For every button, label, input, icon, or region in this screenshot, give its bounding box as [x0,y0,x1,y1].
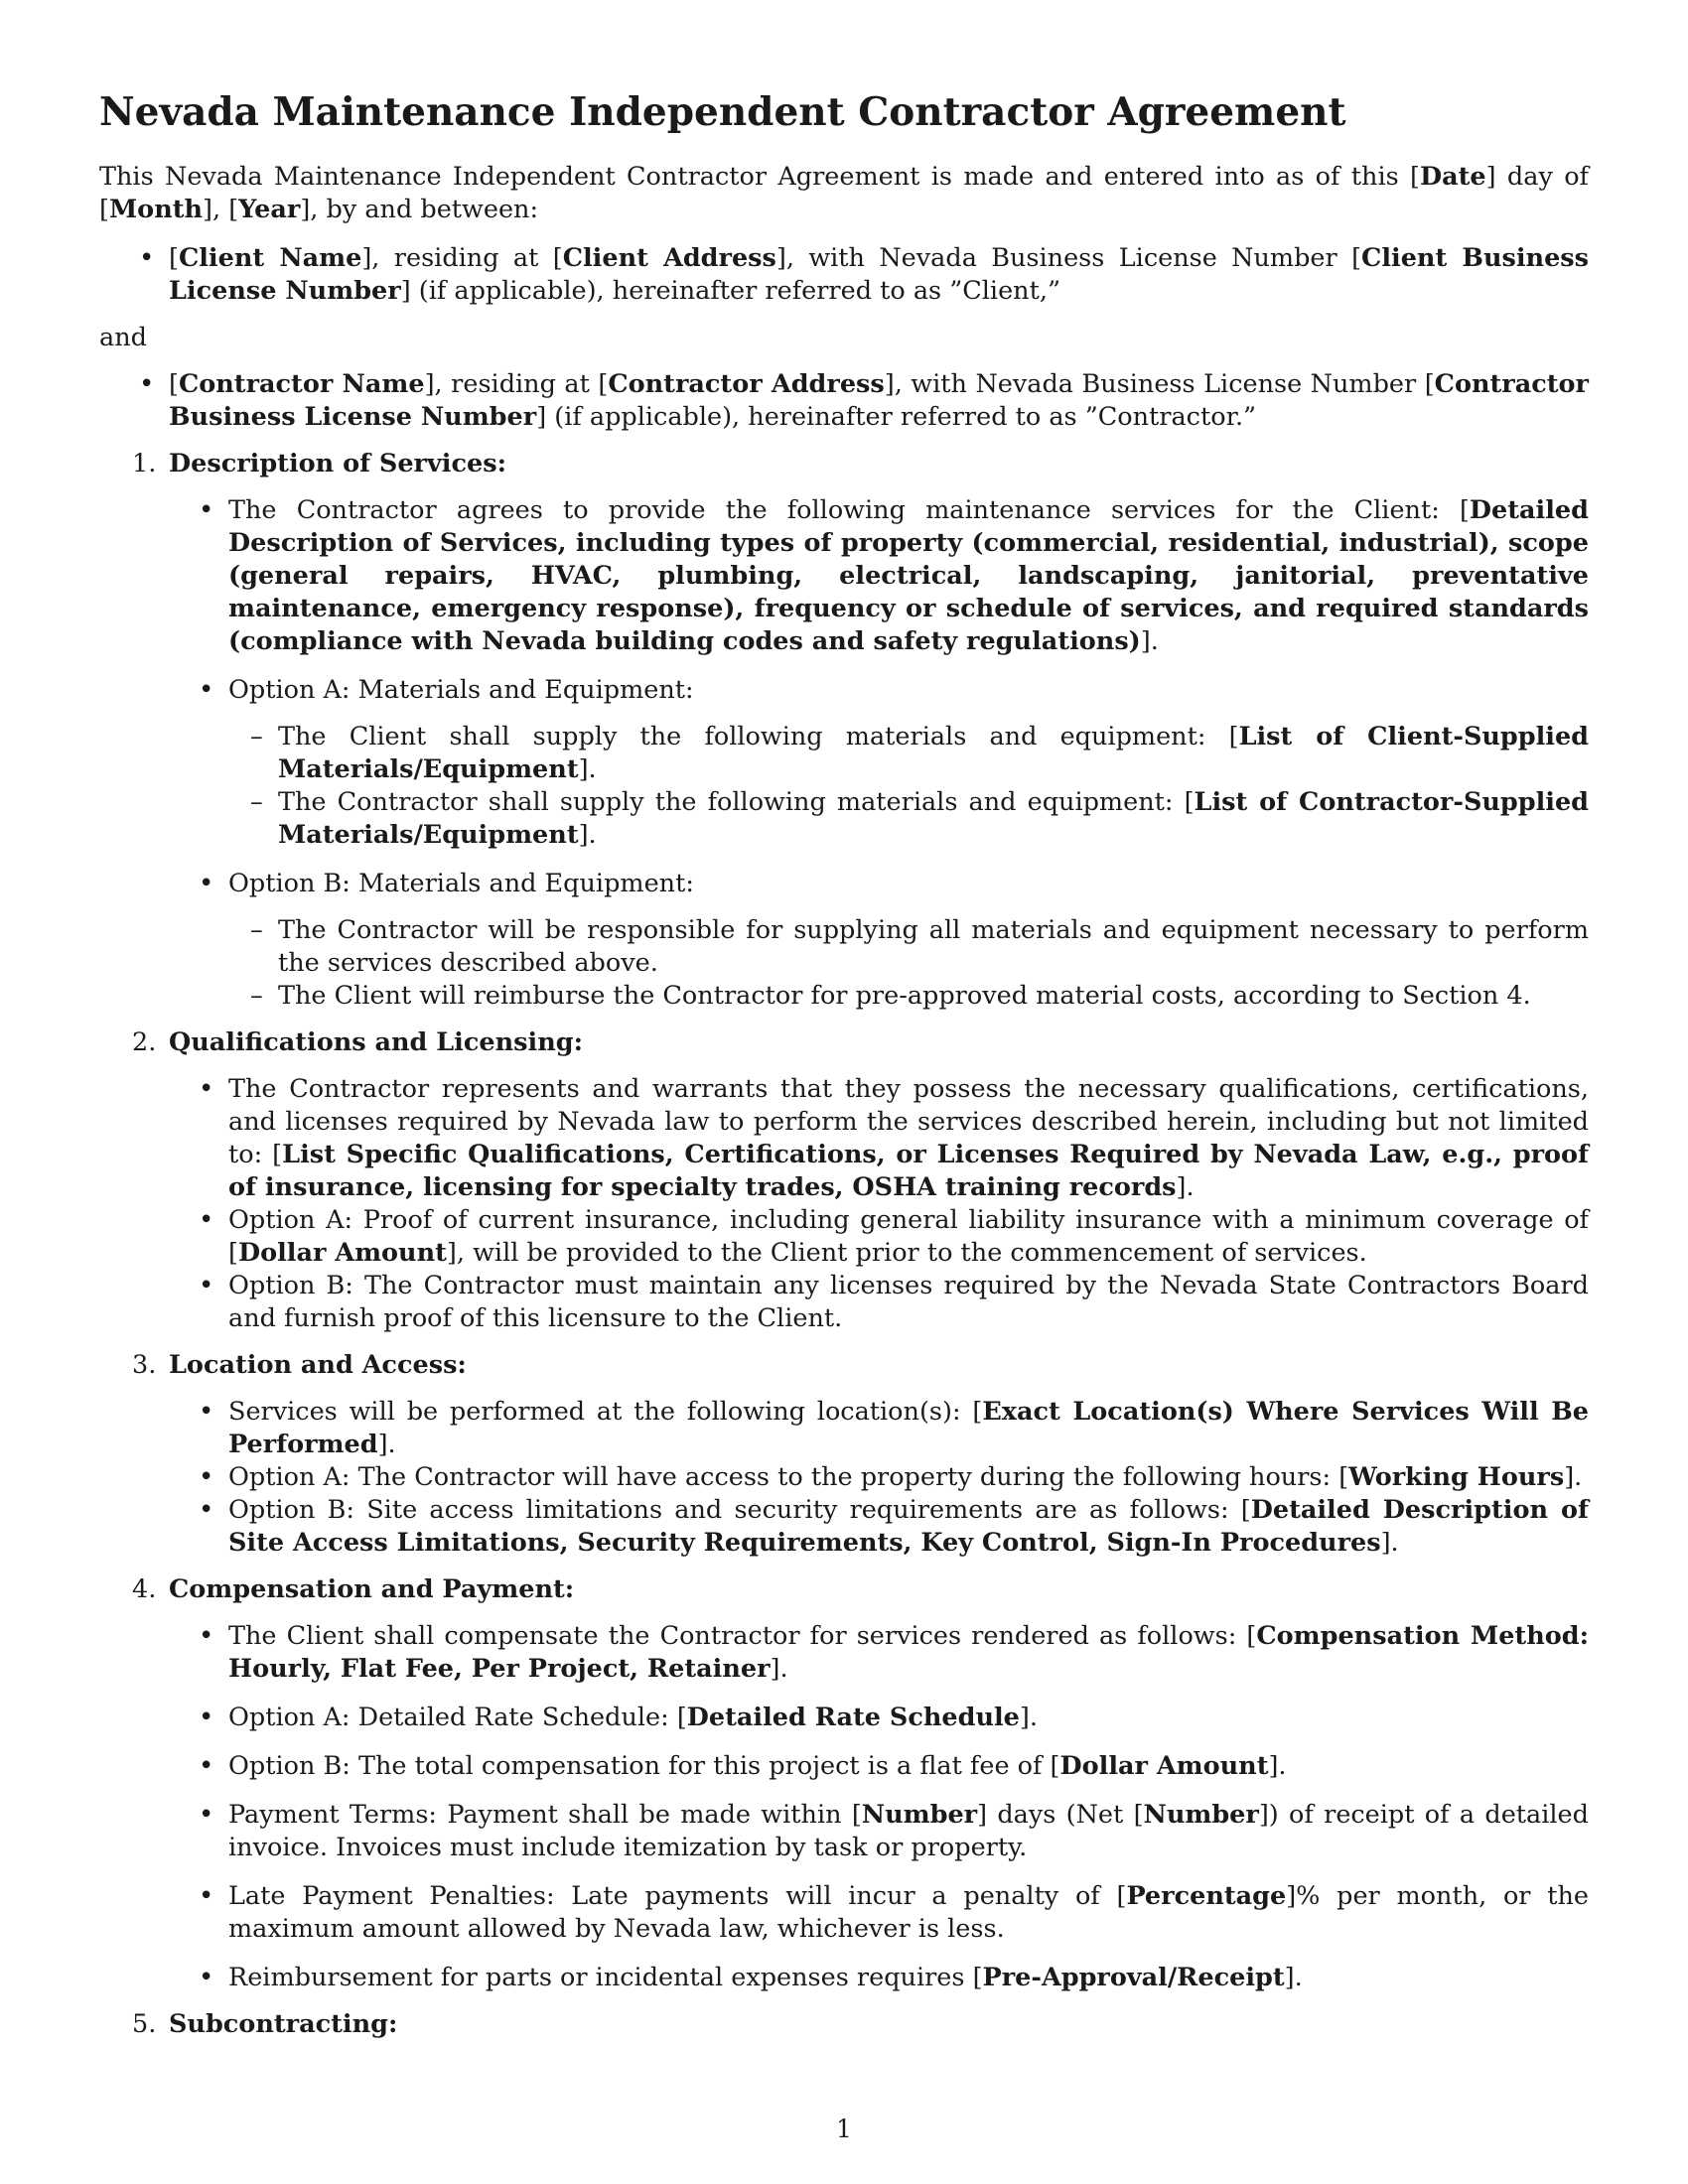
bullet-list [169,1073,1589,1335]
text: ]. [770,1654,788,1684]
section-number: 1. [132,449,157,478]
intro-text: ], by and between: [300,195,539,224]
text: Option B: The total compensation for this project is a flat fee of [ [228,1751,1060,1781]
intro-paragraph [99,161,1589,226]
list-item [169,868,1589,1013]
text: ]) of receipt of a detailed invoice. Invoices must include itemization by task or property. [228,1800,1589,1862]
text: ]% per month, or the maximum amount allowed by Nevada law, whichever is less. [228,1881,1589,1944]
list-item [169,1204,1589,1270]
placeholder: Working Hours [1348,1462,1565,1492]
text: ] days (Net [ [977,1800,1144,1830]
placeholder-contractor-name: Contractor Name [178,369,425,399]
placeholder: Detailed Rate Schedule [686,1703,1020,1732]
list-item [169,1702,1589,1734]
list-item [169,1880,1589,1946]
bullet-list [169,494,1589,1013]
text: ], with Nevada Business License Number [ [775,243,1362,273]
document-page [99,87,1589,2055]
section-location-and-access [99,1349,1589,1560]
placeholder: Pre-Approval/Receipt [982,1963,1285,1992]
placeholder: Number [861,1800,978,1830]
text: ]. [1564,1462,1583,1492]
list-item [169,494,1589,658]
bullet-list [169,1396,1589,1560]
document-title: Nevada Maintenance Independent Contractor Agreement [99,89,1346,135]
list-item [228,721,1589,786]
text: The Client shall compensate the Contractor for services rendered as follows: [ [228,1621,1257,1651]
list-item [169,1620,1589,1686]
text: Option A: Proof of current insurance, including general liability insurance with a minimum coverage of [ [228,1205,1589,1268]
section-number: 4. [132,1574,157,1604]
text: ]. [1380,1528,1399,1558]
list-item [228,786,1589,852]
placeholder: Dollar Amount [1059,1751,1269,1781]
placeholder-contractor-address: Contractor Address [608,369,885,399]
section-title: Subcontracting: [169,2009,398,2039]
placeholder: List of Client-Supplied Materials/Equipment [278,722,1590,784]
text: ], residing at [ [361,243,563,273]
placeholder: Exact Location(s) Where Services Will Be Performed [228,1397,1589,1459]
section-number: 5. [132,2009,157,2039]
text: Reimbursement for parts or incidental expenses requires [ [228,1963,983,1992]
placeholder-client-name: Client Name [178,243,362,273]
placeholder-contractor-license: Contractor Business License Number [169,369,1589,432]
section-compensation-and-payment [99,1573,1589,1994]
text: Services will be performed at the following location(s): [ [228,1397,983,1427]
text: [ [169,369,179,399]
text: Option B: Site access limitations and security requirements are as follows: [ [228,1495,1251,1525]
text: Option A: Materials and Equipment: [228,675,694,705]
contractor-party-list [99,368,1589,434]
placeholder: Dollar Amount [237,1238,447,1268]
list-item: – The Client will reimburse the Contractor for pre-approved material costs, according to Section 4. [228,980,1589,1013]
sections [99,448,1589,2041]
list-item: – The Contractor will be responsible for supplying all materials and equipment necessary to perform the services described above. [228,914,1589,980]
list-item [169,1962,1589,1994]
placeholder-client-license: Client Business License Number [169,243,1590,306]
text: Late Payment Penalties: Late payments will incur a penalty of [ [228,1881,1127,1911]
list-item [169,1073,1589,1204]
placeholder: Compensation Method: Hourly, Flat Fee, Per Project, Retainer [228,1621,1589,1684]
text: Option A: Detailed Rate Schedule: [ [228,1703,687,1732]
intro-text: ] day of [ [99,162,1589,224]
text: ], will be provided to the Client prior to the commencement of services. [446,1238,1367,1268]
section-title: Qualifications and Licensing: [169,1027,583,1057]
section-title: Description of Services: [169,449,507,478]
section-number: 2. [132,1027,157,1057]
placeholder: Detailed Description of Site Access Limitations, Security Requirements, Key Control, Sign-In Procedures [228,1495,1589,1558]
list-item [169,1396,1589,1461]
page-number: 1 [836,2115,852,2143]
dash-list [228,721,1589,852]
dash-list [228,914,1589,1013]
section-title: Compensation and Payment: [169,1574,575,1604]
text: Payment Terms: Payment shall be made within [ [228,1800,862,1830]
section-qualifications-and-licensing [99,1026,1589,1335]
list-item [169,1799,1589,1864]
text: ]. [1019,1703,1038,1732]
section-description-of-services [99,448,1589,1013]
text: ] (if applicable), hereinafter referred to as ”Contractor.” [536,402,1257,432]
placeholder-client-address: Client Address [562,243,776,273]
placeholder: Detailed Description of Services, including types of property (commercial, residential, industrial), scope (general repairs, HVAC, plumbing, electrical, landscaping, janitorial, preventative maintenance, emergency response), frequency or schedule of services, and required standards (compliance with Nevada building codes and safety regulations) [228,495,1589,656]
client-party-list [99,242,1589,308]
text: ] (if applicable), hereinafter referred to as ”Client,” [400,276,1060,306]
text: ]. [1268,1751,1287,1781]
text: ], residing at [ [424,369,609,399]
intro-text: ], [ [203,195,239,224]
placeholder: List of Contractor-Supplied Materials/Equipment [278,787,1589,850]
text: Option B: Materials and Equipment: [228,869,694,898]
text: The Client shall supply the following materials and equipment: [ [278,722,1239,751]
intro-text: This Nevada Maintenance Independent Contractor Agreement is made and entered into as of this [ [99,162,1420,192]
text: The Contractor agrees to provide the following maintenance services for the Client: [ [228,495,1470,525]
and-text: and [99,323,147,352]
client-party [99,242,1589,308]
text: ]. [377,1430,396,1459]
placeholder: Number [1143,1800,1259,1830]
section-title: Location and Access: [169,1350,467,1380]
list-item: • Option B: The Contractor must maintain any licenses required by the Nevada State Contractors Board and furnish proof of this licensure to the Client. [169,1270,1589,1335]
placeholder-date: Date [1420,162,1486,192]
placeholder-year: Year [238,195,301,224]
list-item [169,674,1589,852]
contractor-party [99,368,1589,434]
text: ]. [1140,626,1159,656]
list-item [169,1750,1589,1783]
text: [ [169,243,179,273]
text: ]. [1284,1963,1303,1992]
placeholder: Percentage [1126,1881,1287,1911]
text: ]. [578,820,597,850]
placeholder-month: Month [108,195,204,224]
text: The Contractor represents and warrants that they possess the necessary qualifications, certifications, and licenses required by Nevada law to perform the services described herein, including but not limited to: [ [228,1074,1589,1169]
section-subcontracting [99,2008,1589,2041]
list-item [169,1461,1589,1494]
text: ], with Nevada Business License Number [ [884,369,1435,399]
bullet-list [169,1620,1589,1994]
text: ]. [578,754,597,784]
placeholder: List Specific Qualifications, Certifications, or Licenses Required by Nevada Law, e.g., proof of insurance, licensing for specialty trades, OSHA training records [228,1140,1589,1202]
text: ]. [1176,1172,1195,1202]
section-number: 3. [132,1350,157,1380]
text: The Contractor shall supply the following materials and equipment: [ [278,787,1195,817]
list-item [169,1494,1589,1560]
text: Option A: The Contractor will have access to the property during the following hours: [ [228,1462,1349,1492]
